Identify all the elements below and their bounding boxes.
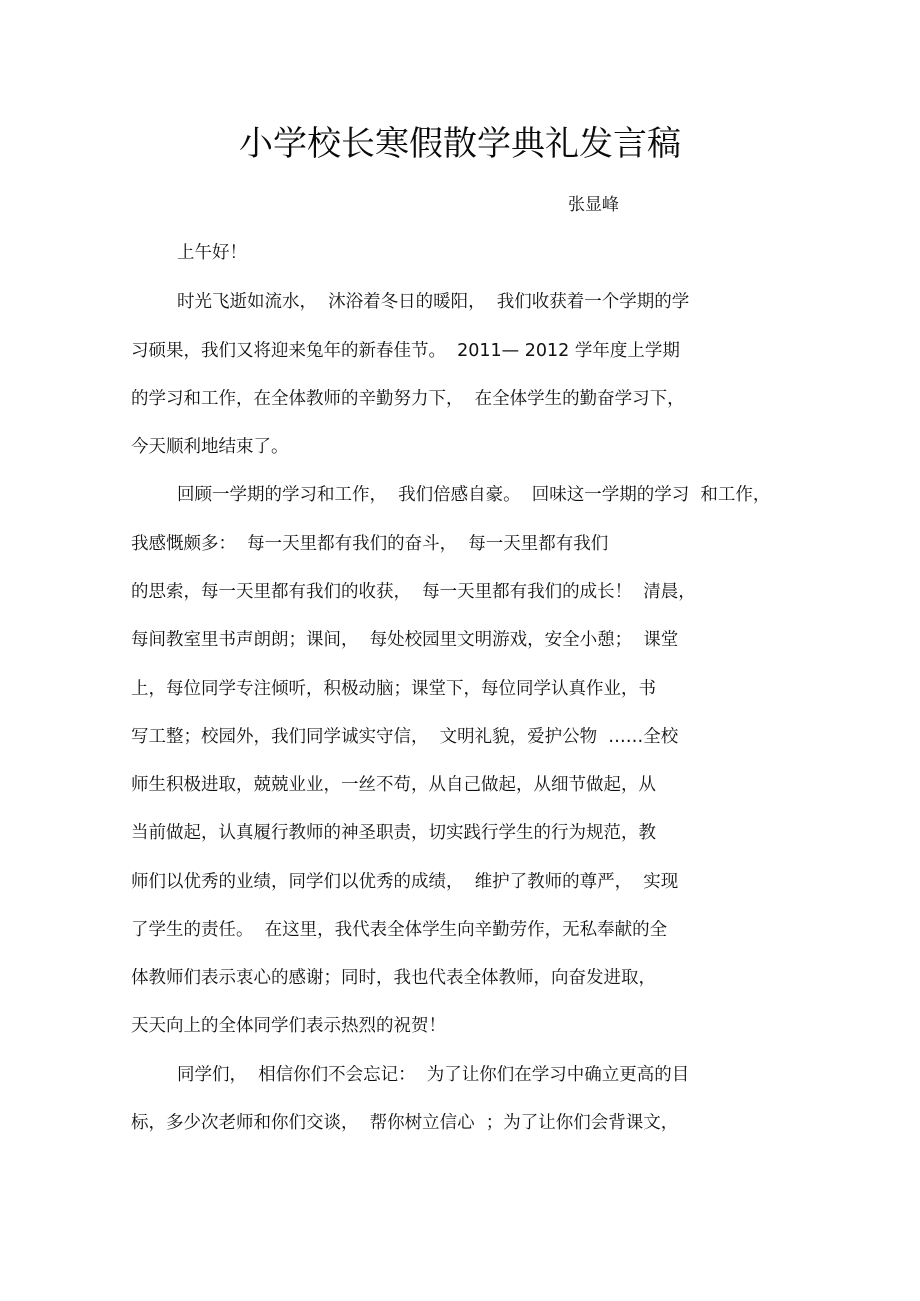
text-line: 上午好！ <box>177 243 247 263</box>
text-line: 体教师们表示衷心的感谢；同时，我也代表全体教师，向奋发进取， <box>131 968 656 988</box>
text-line: 习硕果，我们又将迎来兔年的新春佳节。 2011— 2012 学年度上学期 <box>131 341 680 361</box>
text-line: 师们以优秀的业绩，同学们以优秀的成绩， 维护了教师的尊严， 实现 <box>131 872 679 892</box>
text-line: 的思索，每一天里都有我们的收获， 每一天里都有我们的成长！ 清晨， <box>131 582 696 602</box>
text-line: 每间教室里书声朗朗；课间， 每处校园里文明游戏，安全小憩； 课堂 <box>131 630 679 650</box>
text-line: 了学生的责任。 在这里，我代表全体学生向辛勤劳作，无私奉献的全 <box>131 920 668 940</box>
document-title: 小学校长寒假散学典礼发言稿 <box>239 124 681 164</box>
document-author: 张显峰 <box>568 195 619 215</box>
text-line: 师生积极进取，兢兢业业，一丝不苟，从自己做起，从细节做起，从 <box>131 775 656 795</box>
text-line: 的学习和工作，在全体教师的辛勤努力下， 在全体学生的勤奋学习下， <box>131 389 685 409</box>
text-line: 时光飞逝如流水， 沐浴着冬日的暖阳， 我们收获着一个学期的学 <box>177 292 690 312</box>
text-line: 标，多少次老师和你们交谈， 帮你树立信心 ；为了让你们会背课文， <box>131 1113 679 1133</box>
text-line: 当前做起，认真履行教师的神圣职责，切实践行学生的行为规范，教 <box>131 823 656 843</box>
text-line: 回顾一学期的学习和工作， 我们倍感自豪。 回味这一学期的学习 和工作， <box>177 485 771 505</box>
text-line: 今天顺利地结束了。 <box>131 437 289 457</box>
text-line: 天天向上的全体同学们表示热烈的祝贺！ <box>131 1016 446 1036</box>
text-line: 上，每位同学专注倾听，积极动脑；课堂下，每位同学认真作业，书 <box>131 679 656 699</box>
text-line: 写工整；校园外，我们同学诚实守信， 文明礼貌，爱护公物 ……全校 <box>131 727 679 747</box>
text-line: 我感慨颇多： 每一天里都有我们的奋斗， 每一天里都有我们 <box>131 534 609 554</box>
text-line: 同学们， 相信你们不会忘记： 为了让你们在学习中确立更高的目 <box>177 1065 690 1085</box>
